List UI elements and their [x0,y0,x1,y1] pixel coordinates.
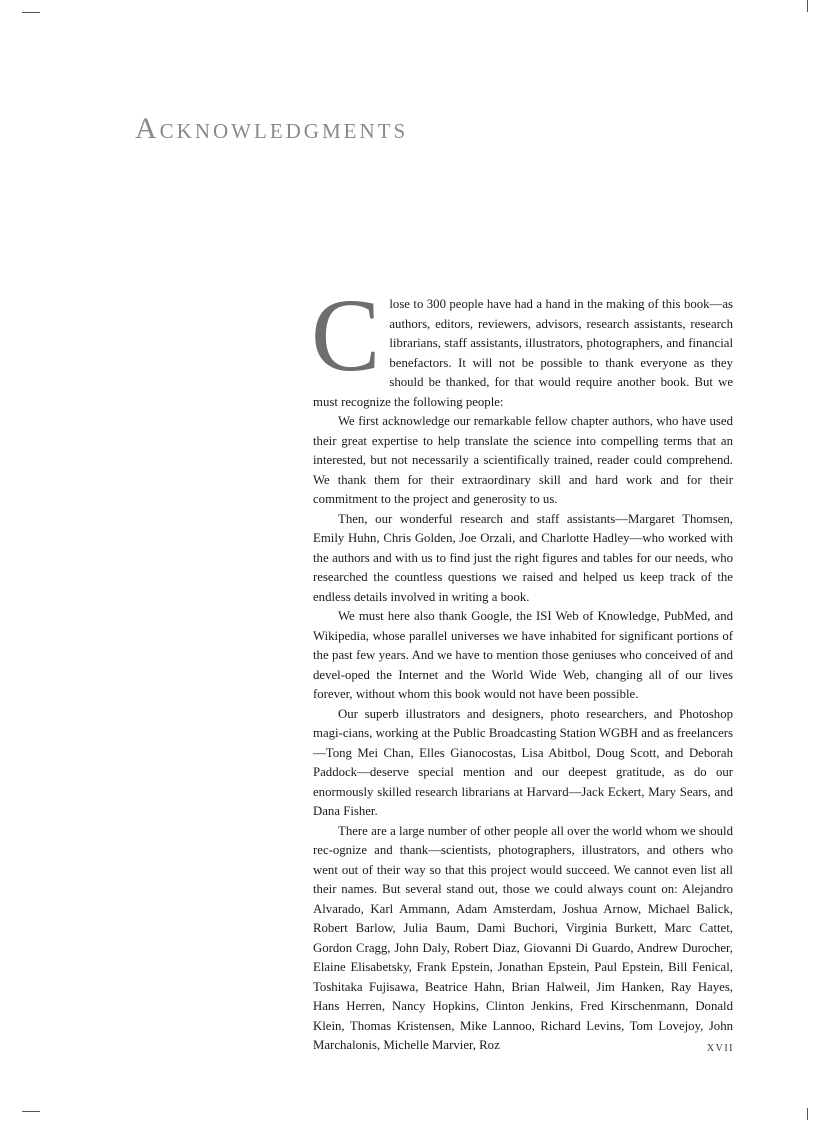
paragraph-text: lose to 300 people have had a hand in the making of this book—as authors, editors, reviewers, advisors, research assistants, research librarians, staff assistants, illustrators, photographers, and financial benefactors. It will not be possible to thank everyone as they should be thanked, for that would require another book. But we must recognize the following people: [313,297,733,409]
paragraph: We must here also thank Google, the ISI Web of Knowledge, PubMed, and Wikipedia, whose parallel universes we have inhabited for significant portions of the past few years. And we have to mention those geniuses who conceived of and devel-oped the Internet and the World Wide Web, changing all of our lives forever, without whom this book would not have been possible. [313,609,733,701]
paragraph [311,278,733,412]
drop-cap: C [311,278,381,393]
crop-mark-top-left [22,12,40,13]
page-number: XVII [706,1043,734,1054]
paragraph: Then, our wonderful research and staff assistants—Margaret Thomsen, Emily Huhn, Chris Golden, Joe Orzali, and Charlotte Hadley—who worked with the authors and with us to find just the right figures and tables for our needs, who researched the countless questions we raised and helped us keep track of the endless details involved in writing a book. [313,511,733,604]
paragraph: There are a large number of other people all over the world whom we should rec-ognize and thank—scientists, photographers, illustrators, and others who went out of their way so that this project would succeed. We cannot even list all their names. But several stand out, those we could always count on: Alejandro Alvarado, Karl Ammann, Adam Amsterdam, Joshua Arnow, Michael Balick, Robert Barlow, Julia Baum, Dami Buchori, Virginia Burkett, Marc Cattet, Gordon Cragg, John Daly, Robert Diaz, Giovanni Di Guardo, Andrew Durocher, Elaine Elisabetsky, Frank Epstein, Jonathan Epstein, Paul Epstein, Bill Fenical, Toshitaka Fujisawa, Beatrice Hahn, Brian Halweil, Jim Hanken, Ray Hayes, Hans Herren, Nancy Hopkins, Clinton Jenkins, Fred Kirschenmann, Donald Klein, Thomas Kristensen, Mike Lannoo, Richard Levins, Tom Lovejoy, John Marchalonis, Michelle Marvier, Roz [313,823,733,1052]
page-title: Acknowledgments [135,112,409,145]
paragraph: Our superb illustrators and designers, photo researchers, and Photoshop magi-cians, working at the Public Broadcasting Station WGBH and as freelancers—Tong Mei Chan, Elles Gianocostas, Lisa Abitbol, Doug Scott, and Deborah Paddock—deserve special mention and our deepest gratitude, as do our enormously skilled research librarians at Harvard—Jack Eckert, Mary Sears, and Dana Fisher. [313,706,733,818]
crop-mark-bottom-right [807,1108,808,1120]
crop-mark-bottom-left [22,1111,40,1112]
acknowledgments-body [311,278,733,1056]
crop-mark-top-right [807,0,808,12]
paragraph: We first acknowledge our remarkable fellow chapter authors, who have used their great expertise to help translate the science into compelling terms that an interested, but not necessarily a scientifically trained, reader could comprehend. We thank them for their extraordinary skill and hard work and for their commitment to the project and generosity to us. [313,414,733,506]
